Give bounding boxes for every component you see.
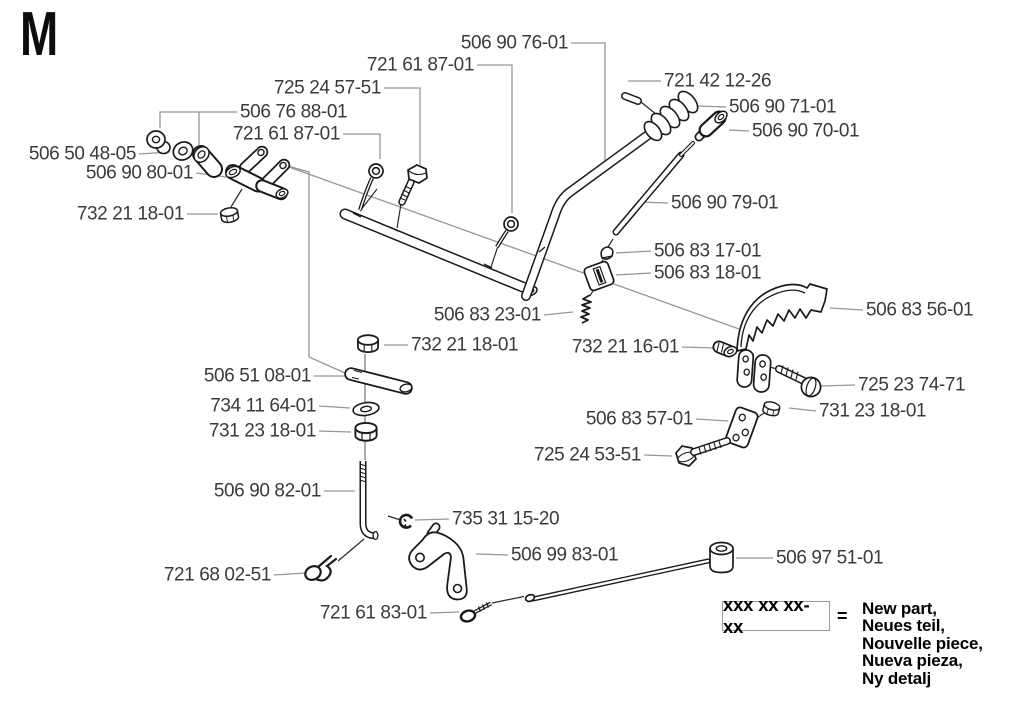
part-label: 506 99 83-01 <box>511 544 619 566</box>
part-label: 506 90 80-01 <box>85 162 193 184</box>
part-label: 506 83 56-01 <box>866 299 974 321</box>
part-label: 725 24 53-51 <box>533 444 641 466</box>
cotter-pin <box>360 164 383 210</box>
part-label: 721 61 83-01 <box>319 602 427 624</box>
part-label: 506 76 88-01 <box>240 101 348 123</box>
hex-nut <box>358 335 378 352</box>
part-label: 732 21 18-01 <box>76 203 184 225</box>
part-label: 731 23 18-01 <box>819 400 927 422</box>
pivot-pin <box>351 371 413 394</box>
e-clip <box>400 515 412 528</box>
part-label: 725 24 57-51 <box>273 77 381 99</box>
legend-pattern: xxx xx xx-xx <box>723 594 810 637</box>
hex-nut <box>762 400 781 417</box>
page-title: M <box>20 0 59 69</box>
washer <box>170 138 196 163</box>
part-label: 506 90 82-01 <box>213 480 321 502</box>
sector-bolt <box>779 366 821 398</box>
cable-end-knob <box>699 109 729 137</box>
retainer-cone <box>601 247 613 259</box>
part-label: 721 61 87-01 <box>232 123 340 145</box>
legend-meaning-line: New part, <box>862 599 937 618</box>
hex-bolt <box>400 165 427 202</box>
cotter-pin <box>460 603 491 623</box>
part-label: 725 23 74-71 <box>858 374 966 396</box>
part-label: 506 83 23-01 <box>433 304 541 326</box>
part-label: 506 51 08-01 <box>203 365 311 387</box>
part-label: 721 68 02-51 <box>163 564 271 586</box>
legend-meaning-line: Nouvelle piece, <box>862 633 983 653</box>
part-label: 721 42 12-26 <box>664 70 772 92</box>
flat-washer <box>352 401 380 417</box>
part-label: 506 90 79-01 <box>671 192 779 214</box>
part-label: 506 83 57-01 <box>585 408 693 430</box>
support-bracket <box>409 532 467 599</box>
part-label: 506 83 17-01 <box>654 240 762 262</box>
part-label: 735 31 15-20 <box>452 508 560 530</box>
part-label: 732 21 16-01 <box>571 336 679 358</box>
lock-nut <box>355 423 376 441</box>
hairpin-cotter <box>303 556 336 582</box>
hex-nut <box>220 206 239 223</box>
spring <box>581 295 591 323</box>
legend-meaning-line: Ny detalj <box>862 668 932 688</box>
cotter-pin <box>497 217 518 247</box>
clevis-link <box>224 148 289 200</box>
part-label: 721 61 87-01 <box>366 54 474 76</box>
part-label: 506 83 18-01 <box>654 262 762 284</box>
bushing-large <box>191 144 214 169</box>
bushing-small <box>147 131 170 154</box>
set-screw <box>717 343 738 359</box>
cable-clamp-block <box>583 260 615 291</box>
legend-equals-sign: = <box>837 606 848 626</box>
handle-grip <box>641 88 701 144</box>
part-label: 506 90 70-01 <box>752 120 860 142</box>
legend-meaning-line: Neues teil, <box>862 616 945 636</box>
part-label: 506 97 51-01 <box>776 547 884 569</box>
part-label: 731 23 18-01 <box>208 420 316 442</box>
roll-pin <box>625 96 638 101</box>
throttle-rod <box>616 143 693 232</box>
part-label: 732 21 18-01 <box>411 334 519 356</box>
ratchet-sector <box>737 284 827 393</box>
threaded-rod <box>360 461 378 540</box>
part-label: 506 90 71-01 <box>729 96 837 118</box>
part-label: 506 50 48-05 <box>28 143 136 165</box>
legend-meaning-line: Nueva pieza, <box>862 651 963 671</box>
part-label: 506 90 76-01 <box>460 32 568 54</box>
clamp-bolt <box>676 441 727 466</box>
part-label: 734 11 64-01 <box>210 395 316 417</box>
